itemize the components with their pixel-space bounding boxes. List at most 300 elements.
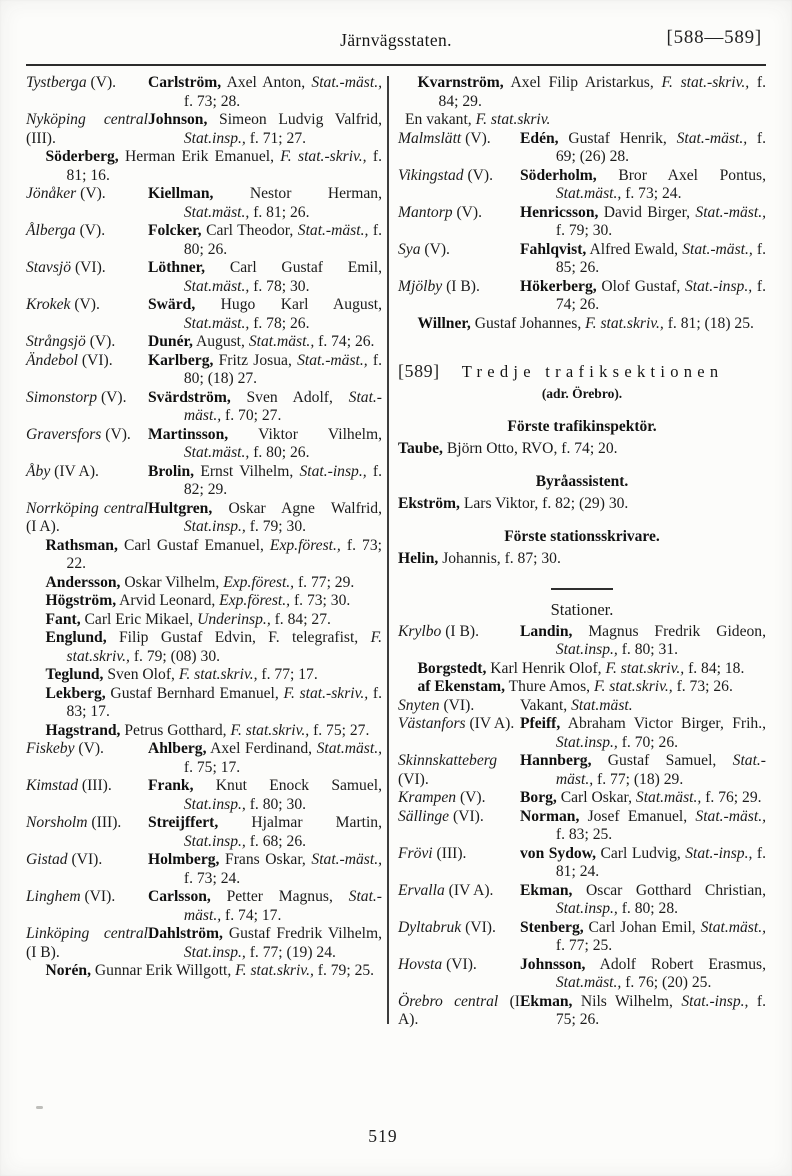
text-run: (III). bbox=[87, 814, 122, 831]
job-title-abbrev: Stat.-insp., bbox=[684, 277, 753, 295]
text-run: Carl Gustaf Emanuel, bbox=[117, 536, 270, 554]
job-title-abbrev: Krylbo bbox=[398, 622, 442, 640]
person-name: Löthner, bbox=[148, 259, 206, 276]
directory-entry bbox=[398, 882, 766, 919]
text-run: f. 81; (18) 25. bbox=[663, 314, 754, 332]
station-name bbox=[398, 789, 520, 808]
text-run: f. 80; 31. bbox=[617, 641, 679, 658]
station-name bbox=[398, 956, 520, 993]
text-run: (VI). bbox=[80, 888, 116, 905]
text-run: f. 80; 26. bbox=[183, 222, 382, 258]
text-run: (V). bbox=[74, 740, 104, 757]
text-run: f. 73; 24. bbox=[183, 869, 241, 887]
station-name bbox=[26, 814, 148, 851]
text-run: Lars Viktor, f. 82; (29) 30. bbox=[459, 494, 629, 512]
directory-entry bbox=[398, 993, 766, 1030]
job-title-abbrev: Stat.-mäst., bbox=[183, 388, 382, 424]
person-name: Hultgren, bbox=[148, 499, 213, 517]
directory-entry bbox=[26, 352, 382, 389]
job-title-abbrev: Vikingstad bbox=[398, 166, 464, 184]
text-run: f. 78; 30. bbox=[249, 277, 310, 295]
entry-text bbox=[520, 241, 766, 278]
station-name bbox=[26, 222, 148, 259]
section-reference-number: [589] bbox=[398, 361, 440, 381]
person-name: Norén, bbox=[45, 962, 91, 979]
station-name bbox=[398, 993, 520, 1030]
text-run: Olof Gustaf, bbox=[596, 277, 685, 295]
job-title-abbrev: Underinsp., bbox=[197, 610, 271, 628]
text-run: Adolf Robert Erasmus, bbox=[585, 955, 766, 973]
person-name: Brolin, bbox=[148, 462, 195, 480]
entry-text bbox=[148, 74, 382, 111]
job-title-abbrev: Krokek bbox=[26, 296, 71, 313]
text-run: f. 75; 17. bbox=[183, 758, 241, 776]
job-title-abbrev: F. stat.-skriv., bbox=[280, 148, 367, 165]
job-title-abbrev: F. stat.skriv., bbox=[235, 962, 314, 979]
job-title-abbrev: Stat.-insp., bbox=[299, 462, 367, 480]
directory-entry bbox=[26, 111, 382, 148]
person-name: Söderholm, bbox=[520, 166, 597, 184]
text-run: Hjalmar Martin, bbox=[218, 814, 382, 831]
directory-entry bbox=[398, 789, 766, 808]
text-run: (III). bbox=[78, 777, 112, 794]
text-run: Nestor Herman, bbox=[213, 185, 382, 202]
station-name bbox=[26, 259, 148, 296]
directory-entry bbox=[26, 611, 382, 630]
entry-text bbox=[148, 777, 382, 814]
job-title-abbrev: Hovsta bbox=[398, 955, 443, 973]
text-run: Axel Anton, bbox=[221, 74, 312, 91]
job-title-abbrev: Norsholm bbox=[26, 814, 88, 831]
job-title-abbrev: Norrköping central bbox=[26, 499, 148, 517]
entry-text bbox=[148, 888, 382, 925]
text-run: Björn Otto, RVO, f. 74; 20. bbox=[442, 439, 618, 457]
person-name: Ekström, bbox=[398, 494, 460, 512]
left-column bbox=[26, 74, 387, 1030]
job-title-abbrev: Frövi bbox=[398, 844, 433, 862]
scan-artifact bbox=[36, 1106, 43, 1109]
right-column bbox=[389, 74, 766, 1030]
directory-entry bbox=[398, 550, 766, 569]
person-name: Pfeiff, bbox=[520, 715, 561, 732]
person-name: Ekman, bbox=[520, 992, 573, 1010]
job-title-abbrev: F. stat.skriv., bbox=[66, 629, 382, 665]
entry-text bbox=[148, 426, 382, 463]
person-name: Stenberg, bbox=[520, 918, 584, 936]
text-run: Frans Oskar, bbox=[219, 851, 312, 868]
person-name: af Ekenstam, bbox=[417, 678, 506, 695]
text-run: (I A). bbox=[26, 518, 60, 535]
station-name bbox=[398, 204, 520, 241]
directory-entry bbox=[26, 259, 382, 296]
entry-text bbox=[520, 130, 766, 167]
person-name: Johnsson, bbox=[520, 955, 586, 973]
job-title-abbrev: F. stat.skriv., bbox=[605, 659, 685, 677]
job-title-abbrev: Kimstad bbox=[26, 777, 78, 794]
person-name: von Sydow, bbox=[520, 844, 596, 862]
job-title-abbrev: Stat.mäst., bbox=[700, 918, 766, 936]
directory-entry bbox=[398, 130, 766, 167]
job-title-abbrev: Stat.mäst., bbox=[183, 314, 250, 332]
station-name bbox=[26, 389, 148, 426]
text-run: Ernst Vilhelm, bbox=[194, 462, 300, 480]
section-title: Tredje trafiksektionen bbox=[461, 362, 724, 381]
text-run: Nils Wilhelm, bbox=[572, 992, 682, 1010]
job-title-abbrev: F. stat.skriv., bbox=[585, 314, 664, 332]
job-title-abbrev: Stat.mäst., bbox=[183, 444, 250, 461]
text-run: (VI). bbox=[449, 807, 484, 825]
role-heading: Förste trafikinspektör. bbox=[507, 418, 657, 435]
text-run: Alfred Ewald, bbox=[586, 240, 683, 258]
person-name: Rathsman, bbox=[45, 536, 118, 554]
text-run: Oskar Vilhelm, bbox=[120, 573, 224, 591]
person-name: Folcker, bbox=[148, 222, 202, 239]
text-run: f. 74; 26. bbox=[314, 333, 375, 350]
entry-text bbox=[148, 851, 382, 888]
text-run: f. 76; 29. bbox=[701, 789, 762, 806]
directory-entry bbox=[26, 333, 382, 352]
text-run: (V). bbox=[420, 240, 450, 258]
entry-text bbox=[148, 259, 382, 296]
text-run: En vakant, bbox=[405, 111, 476, 128]
directory-entry bbox=[26, 426, 382, 463]
text-run: Oscar Gotthard Christian, bbox=[572, 881, 766, 899]
station-name bbox=[398, 845, 520, 882]
text-run: (VI). bbox=[461, 918, 496, 936]
text-run: Petter Magnus, bbox=[210, 888, 349, 905]
text-run: (V). bbox=[452, 203, 483, 221]
person-name: Högström, bbox=[45, 592, 117, 609]
text-run: f. 81; 26. bbox=[249, 203, 310, 221]
person-name: Ekman, bbox=[520, 881, 573, 899]
job-title-abbrev: Stat.-mäst., bbox=[311, 74, 382, 91]
entry-text bbox=[148, 500, 382, 537]
job-title-abbrev: Linköping central bbox=[26, 925, 148, 942]
entry-text bbox=[148, 333, 382, 352]
text-run: f. 77; 29. bbox=[294, 573, 355, 591]
job-title-abbrev: Stat.insp., bbox=[183, 832, 246, 850]
job-title-abbrev: Stat.mäst. bbox=[571, 696, 633, 714]
text-run: (V). bbox=[101, 425, 131, 443]
text-run: Abraham Victor Birger, Frih., bbox=[560, 715, 766, 732]
entry-text bbox=[520, 752, 766, 789]
text-run: f. 73; 24. bbox=[621, 185, 682, 202]
text-run: (V). bbox=[456, 789, 486, 806]
text-run: f. 78; 26. bbox=[249, 314, 310, 332]
job-title-abbrev: Snyten bbox=[398, 696, 440, 714]
text-run: Axel Ferdinand, bbox=[206, 740, 317, 757]
entry-text bbox=[148, 222, 382, 259]
text-run: f. 73; 22. bbox=[66, 536, 382, 572]
text-run: f. 71; 27. bbox=[245, 129, 307, 147]
person-name: Helin, bbox=[398, 549, 439, 567]
person-name: Borgstedt, bbox=[417, 659, 487, 677]
text-run: f. 79; 25. bbox=[313, 962, 375, 979]
entry-text bbox=[148, 185, 382, 222]
text-run: (V). bbox=[97, 388, 127, 406]
station-name bbox=[398, 130, 520, 167]
job-title-abbrev: F. stat.skriv., bbox=[593, 678, 673, 695]
job-title-abbrev: Exp.förest., bbox=[223, 573, 295, 591]
directory-entry bbox=[26, 962, 382, 981]
job-title-abbrev: Stat.-mäst., bbox=[682, 240, 753, 258]
directory-entry bbox=[398, 241, 766, 278]
text-run: (VI). bbox=[398, 770, 429, 788]
job-title-abbrev: Stat.mäst., bbox=[555, 185, 622, 202]
text-run: Johannis, f. 87; 30. bbox=[438, 549, 561, 567]
job-title-abbrev: Stat.-mäst., bbox=[676, 129, 748, 147]
job-title-abbrev: Stat.-mäst., bbox=[311, 851, 382, 868]
directory-entry bbox=[398, 808, 766, 845]
entry-text bbox=[148, 814, 382, 851]
text-run: (III). bbox=[432, 844, 467, 862]
person-name: Johnson, bbox=[148, 111, 208, 128]
text-run: f. 70; 27. bbox=[221, 407, 282, 424]
person-name: Martinsson, bbox=[148, 425, 229, 443]
job-title-abbrev: Fiskeby bbox=[26, 740, 75, 757]
entry-text bbox=[520, 623, 766, 660]
directory-entry bbox=[26, 463, 382, 500]
job-title-abbrev: Graversfors bbox=[26, 425, 102, 443]
directory-entry bbox=[26, 814, 382, 851]
text-run: David Birger, bbox=[598, 203, 696, 221]
job-title-abbrev: Stavsjö bbox=[26, 259, 72, 276]
text-run: Gunnar Erik Willgott, bbox=[90, 962, 236, 979]
role-heading: Byråassistent. bbox=[535, 473, 629, 490]
job-title-abbrev: Västanfors bbox=[398, 715, 466, 732]
job-title-abbrev: Stat.-mäst., bbox=[555, 752, 766, 788]
job-title-abbrev: Simonstorp bbox=[26, 388, 98, 406]
directory-entry bbox=[26, 74, 382, 111]
station-name bbox=[26, 333, 148, 352]
text-run: f. 84; 29. bbox=[438, 74, 766, 110]
job-title-abbrev: Stat.-mäst., bbox=[297, 222, 369, 239]
entry-text bbox=[520, 919, 766, 956]
job-title-abbrev: Sya bbox=[398, 240, 421, 258]
entry-text bbox=[148, 925, 382, 962]
job-title-abbrev: Mantorp bbox=[398, 203, 453, 221]
directory-entry bbox=[26, 740, 382, 777]
directory-entry bbox=[26, 574, 382, 593]
directory-entry bbox=[26, 666, 382, 685]
header-rule bbox=[26, 64, 766, 66]
text-run: f. 83; 25. bbox=[555, 826, 613, 843]
person-name: Hökerberg, bbox=[520, 277, 597, 295]
person-name: Henricsson, bbox=[520, 203, 599, 221]
text-run: (V). bbox=[461, 129, 491, 147]
text-run: f. 73; 30. bbox=[290, 592, 351, 609]
entry-text bbox=[520, 993, 766, 1030]
directory-entry bbox=[398, 74, 766, 111]
entry-text bbox=[520, 715, 766, 752]
person-name: Andersson, bbox=[45, 573, 121, 591]
text-run: Herman Erik Emanuel, bbox=[118, 148, 281, 165]
person-name: Borg, bbox=[520, 789, 557, 806]
page-number: 519 bbox=[368, 1126, 398, 1146]
job-title-abbrev: Tystberga bbox=[26, 74, 87, 91]
text-run: Gustaf Henrik, bbox=[558, 129, 677, 147]
job-title-abbrev: Krampen bbox=[398, 789, 457, 806]
text-run: Carl Gustaf Emil, bbox=[205, 259, 382, 276]
station-name bbox=[26, 740, 148, 777]
station-name bbox=[26, 352, 148, 389]
directory-entry bbox=[398, 623, 766, 660]
text-run: f. 73; 26. bbox=[672, 678, 733, 695]
station-name bbox=[398, 241, 520, 278]
person-name: Söderberg, bbox=[45, 148, 119, 165]
entry-text bbox=[520, 167, 766, 204]
entry-text bbox=[148, 111, 382, 148]
person-name: Kiellman, bbox=[148, 185, 214, 202]
directory-entry bbox=[398, 278, 766, 315]
directory-entry bbox=[398, 715, 766, 752]
job-title-abbrev: Mjölby bbox=[398, 277, 443, 295]
directory-entry bbox=[398, 167, 766, 204]
text-run: Hugo Karl August, bbox=[195, 296, 382, 313]
person-name: Hagstrand, bbox=[45, 721, 121, 739]
text-run: (VI). bbox=[77, 351, 113, 369]
column-reference-numbers: [588—589] bbox=[666, 27, 762, 48]
running-title: Järnvägsstaten. bbox=[340, 30, 452, 50]
directory-entry bbox=[398, 678, 766, 697]
station-name bbox=[398, 278, 520, 315]
text-run: f. 75; 27. bbox=[309, 721, 370, 739]
entry-text bbox=[520, 204, 766, 241]
job-title-abbrev: Gistad bbox=[26, 851, 68, 868]
text-run: f. 70; 26. bbox=[617, 733, 679, 751]
directory-entry bbox=[398, 660, 766, 679]
entry-text bbox=[148, 463, 382, 500]
stations-heading: Stationer. bbox=[550, 600, 614, 619]
directory-entry bbox=[26, 185, 382, 222]
text-run: f. 69; (26) 28. bbox=[555, 129, 766, 165]
person-name: Kvarnström, bbox=[417, 74, 504, 91]
text-run: (VI). bbox=[67, 851, 103, 868]
person-name: Carlsson, bbox=[148, 888, 211, 905]
job-title-abbrev: Stat.insp., bbox=[555, 641, 618, 658]
text-run: f. 83; 17. bbox=[66, 684, 382, 720]
text-run: Carl Ludvig, bbox=[596, 844, 686, 862]
text-run: Fritz Josua, bbox=[213, 351, 298, 369]
section-address: (adr. Örebro). bbox=[541, 385, 623, 401]
text-run: f. 76; (20) 25. bbox=[621, 974, 712, 991]
person-name: Landin, bbox=[520, 622, 573, 640]
person-name: Karlberg, bbox=[148, 351, 214, 369]
job-title-abbrev: Stat.-mäst., bbox=[183, 888, 382, 924]
person-name: Hannberg, bbox=[520, 752, 592, 769]
text-run: Knut Enock Samuel, bbox=[193, 777, 382, 794]
job-title-abbrev: Stat.mäst., bbox=[316, 740, 382, 757]
person-name: Teglund, bbox=[45, 666, 104, 683]
text-run: f. 80; 30. bbox=[245, 795, 307, 813]
station-name bbox=[26, 851, 148, 888]
directory-entry bbox=[26, 500, 382, 537]
text-columns bbox=[26, 74, 766, 1030]
text-run: Gustaf Fredrik Vilhelm, bbox=[222, 925, 382, 942]
job-title-abbrev: Malmslätt bbox=[398, 129, 462, 147]
job-title-abbrev: F. stat.-skriv., bbox=[283, 684, 369, 702]
text-run: (VI). bbox=[71, 259, 106, 276]
station-name bbox=[26, 426, 148, 463]
entry-text bbox=[148, 389, 382, 426]
job-title-abbrev: Örebro central bbox=[398, 992, 499, 1010]
text-run: f. 79; (08) 30. bbox=[129, 647, 221, 665]
text-run: f. 74; 26. bbox=[555, 277, 766, 313]
directory-entry bbox=[398, 919, 766, 956]
text-run: f. 82; 29. bbox=[183, 462, 382, 498]
job-title-abbrev: Stat.mäst., bbox=[555, 974, 622, 991]
directory-entry bbox=[398, 440, 766, 459]
text-run: (V). bbox=[70, 296, 100, 313]
job-title-abbrev: Exp.förest., bbox=[269, 536, 341, 554]
text-run: Carl Johan Emil, bbox=[583, 918, 701, 936]
person-name: Edén, bbox=[520, 129, 559, 147]
station-name bbox=[26, 888, 148, 925]
text-run: f. 74; 17. bbox=[221, 906, 282, 924]
person-name: Fant, bbox=[45, 610, 81, 628]
job-title-abbrev: Åby bbox=[26, 462, 51, 480]
directory-entry bbox=[26, 888, 382, 925]
entry-text bbox=[520, 845, 766, 882]
text-run: Thure Amos, bbox=[505, 678, 594, 695]
directory-entry bbox=[398, 495, 766, 514]
job-title-abbrev: Stat.insp., bbox=[183, 129, 246, 147]
text-run: (IV A). bbox=[444, 881, 494, 899]
text-run: Petrus Gotthard, bbox=[120, 721, 231, 739]
station-name bbox=[26, 777, 148, 814]
directory-entry bbox=[26, 777, 382, 814]
job-title-abbrev: Stat.mäst., bbox=[635, 789, 702, 806]
station-name bbox=[26, 925, 148, 962]
person-name: Fahlqvist, bbox=[520, 240, 587, 258]
person-name: Norman, bbox=[520, 807, 580, 825]
text-run: f. 81; 16. bbox=[66, 148, 382, 184]
entry-text bbox=[520, 278, 766, 315]
directory-entry bbox=[26, 148, 382, 185]
station-name bbox=[398, 697, 520, 716]
text-run: (III). bbox=[26, 129, 56, 147]
job-title-abbrev: Stat.-insp., bbox=[681, 992, 749, 1010]
text-run: (I A). bbox=[398, 992, 520, 1028]
person-name: Svärdström, bbox=[148, 388, 231, 406]
job-title-abbrev: Ålberga bbox=[26, 222, 76, 239]
job-title-abbrev: Nyköping central bbox=[26, 111, 148, 128]
station-name bbox=[398, 167, 520, 204]
station-name bbox=[26, 185, 148, 222]
text-run: Magnus Fredrik Gideon, bbox=[572, 622, 766, 640]
text-run: f. 85; 26. bbox=[555, 240, 766, 276]
station-name bbox=[26, 111, 148, 148]
text-run: f. 77; (18) 29. bbox=[593, 770, 684, 788]
vacancy-note bbox=[398, 111, 766, 130]
job-title-abbrev: Dyltabruk bbox=[398, 918, 462, 936]
text-run: Vakant, bbox=[520, 696, 572, 714]
text-run: f. 84; 18. bbox=[684, 659, 745, 677]
role-heading: Förste stationsskrivare. bbox=[504, 528, 660, 545]
text-run: f. 80; (18) 27. bbox=[183, 351, 382, 387]
directory-entry bbox=[26, 851, 382, 888]
directory-entry bbox=[26, 296, 382, 333]
person-name: Streijffert, bbox=[148, 814, 219, 831]
person-name: Dahlström, bbox=[148, 925, 223, 942]
text-run: Viktor Vilhelm, bbox=[228, 425, 382, 443]
job-title-abbrev: Ändebol bbox=[26, 351, 78, 369]
text-run: Gustaf Bernhard Emanuel, bbox=[105, 684, 284, 702]
text-run: Sven Olof, bbox=[103, 666, 179, 683]
entry-text bbox=[520, 956, 766, 993]
job-title-abbrev: Jönåker bbox=[26, 185, 77, 202]
text-run: f. 84; 27. bbox=[270, 610, 331, 628]
